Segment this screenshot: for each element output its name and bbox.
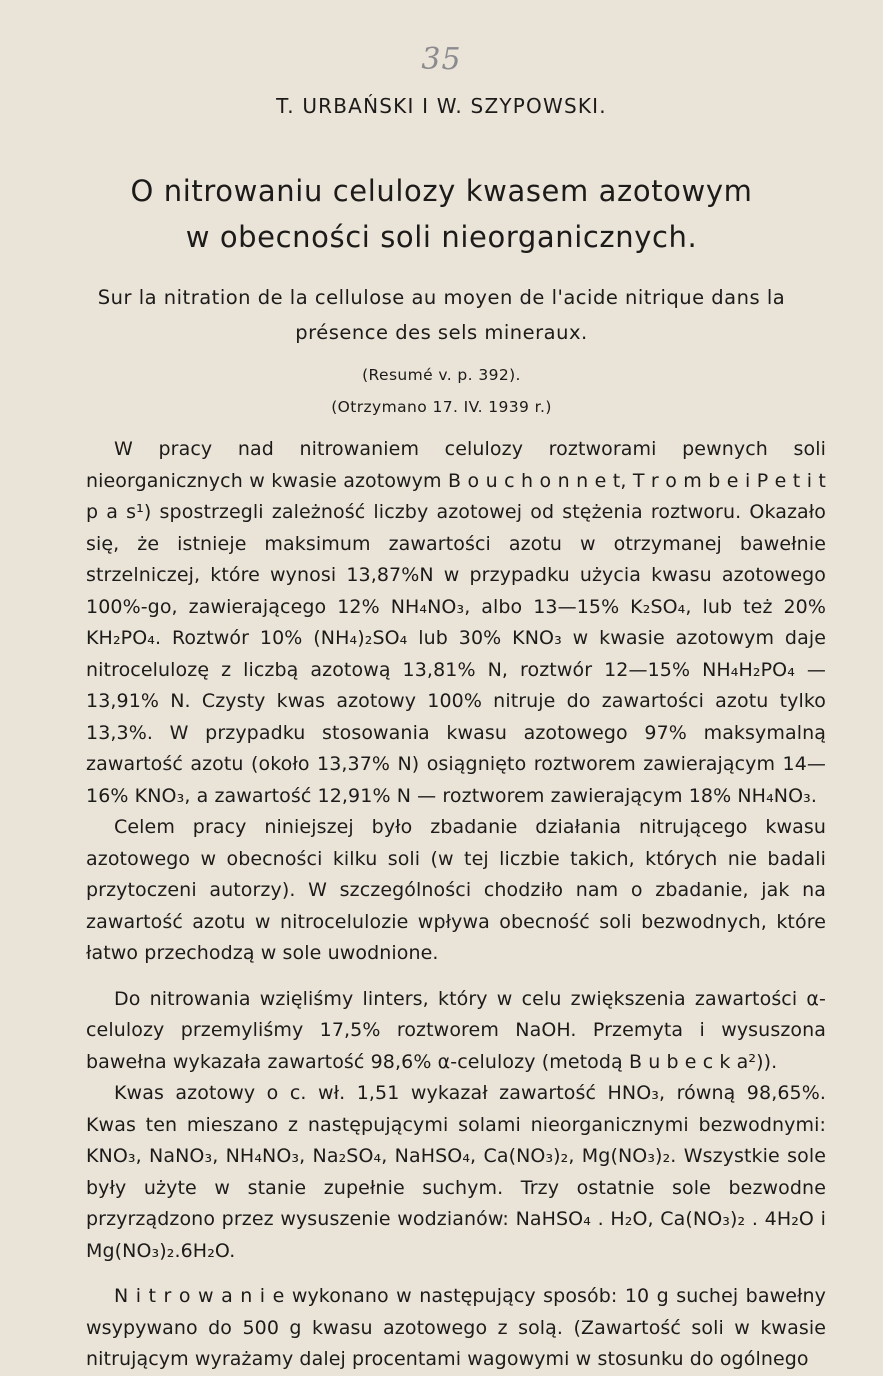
received-date: (Otrzymano 17. IV. 1939 r.) [331,398,552,416]
article-body [86,434,826,1376]
subtitle-line-1: Sur la nitration de la cellulose au moyen de l'acide nitrique dans la [97,286,786,309]
page-number: 35 [421,42,462,77]
subtitle-line-2: présence des sels mineraux. [295,321,588,344]
resume-note: (Resumé v. p. 392). [362,366,521,384]
article-subtitle [60,280,823,350]
article-title [60,168,823,260]
authors: T. URBAŃSKI I W. SZYPOWSKI. [276,94,607,118]
paragraph: W pracy nad nitrowaniem celulozy roztworami pewnych soli nieorganicznych w kwasie azotowym B o u c h o n n e t, T r o m b e i P e t i t p a s¹) spostrzegli zależność liczby azotowej od stężenia roztworu. Okazało się, że istnieje maksimum zawartości azotu w otrzymanej bawełnie strzelniczej, które wynosi 13,87%N w przypadku użycia kwasu azotowego 100%-go, zawierającego 12% NH₄NO₃, albo 13—15% K₂SO₄, lub też 20% KH₂PO₄. Roztwór 10% (NH₄)₂SO₄ lub 30% KNO₃ w kwasie azotowym daje nitrocelulozę z liczbą azotową 13,81% N, roztwór 12—15% NH₄H₂PO₄ — 13,91% N. Czysty kwas azotowy 100% nitruje do zawartości azotu tylko 13,3%. W przypadku stosowania kwasu azotowego 97% maksymalną zawartość azotu (około 13,37% N) osiągnięto roztworem zawierającym 14—16% KNO₃, a zawartość 12,91% N — roztworem zawierającym 18% NH₄NO₃. [86,438,826,807]
title-line-1: O nitrowaniu celulozy kwasem azotowym [130,174,753,208]
paragraph: N i t r o w a n i e wykonano w następujący sposób: 10 g suchej bawełny wsypywano do 500 g kwasu azotowego z solą. (Zawartość soli w kwasie nitrującym wyrażamy dalej procentami wagowymi w stosunku do ogólnego [86,1285,826,1370]
title-line-2: w obecności soli nieorganicznych. [185,220,698,254]
paragraph: Kwas azotowy o c. wł. 1,51 wykazał zawartość HNO₃, równą 98,65%. Kwas ten mieszano z następującymi solami nieorganicznymi bezwodnymi: KNO₃, NaNO₃, NH₄NO₃, Na₂SO₄, NaHSO₄, Ca(NO₃)₂, Mg(NO₃)₂. Wszystkie sole były użyte w stanie zupełnie suchym. Trzy ostatnie sole bezwodne przyrządzono przez wysuszenie wodzianów: NaHSO₄ . H₂O, Ca(NO₃)₂ . 4H₂O i Mg(NO₃)₂.6H₂O. [86,1082,826,1262]
paragraph: Do nitrowania wzięliśmy linters, który w celu zwiększenia zawartości α-celulozy przemyliśmy 17,5% roztworem NaOH. Przemyta i wysuszona bawełna wykazała zawartość 98,6% α-celulozy (metodą B u b e c k a²)). [86,987,826,1073]
paragraph: Celem pracy niniejszej było zbadanie działania nitrującego kwasu azotowego w obecności kilku soli (w tej liczbie takich, których nie badali przytoczeni autorzy). W szczególności chodziło nam o zbadanie, jak na zawartość azotu w nitrocelulozie wpływa obecność soli bezwodnych, które łatwo przechodzą w sole uwodnione. [86,816,826,964]
